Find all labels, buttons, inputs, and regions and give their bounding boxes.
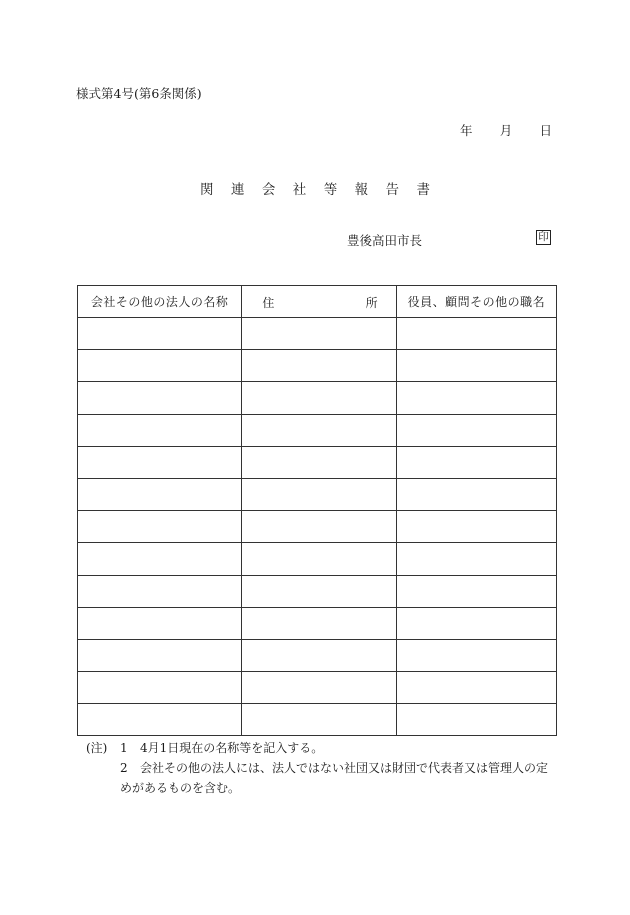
table-row (78, 446, 557, 478)
seal-mark: 印 (536, 230, 551, 245)
form-number: 様式第4号(第6条関係) (76, 86, 202, 101)
position-cell[interactable] (396, 575, 556, 607)
company-name-cell[interactable] (78, 414, 242, 446)
notes (86, 738, 550, 798)
company-name-cell[interactable] (78, 639, 242, 671)
note-text: 4月1日現在の名称等を記入する。 (140, 741, 324, 755)
table-row (78, 414, 557, 446)
table-row (78, 511, 557, 543)
address-cell[interactable] (242, 414, 396, 446)
position-cell[interactable] (396, 382, 556, 414)
year-label: 年 (460, 123, 473, 138)
address-cell[interactable] (242, 382, 396, 414)
note-continuation (86, 778, 550, 798)
address-cell[interactable] (242, 607, 396, 639)
table-row (78, 607, 557, 639)
title-char: 会 (261, 182, 276, 198)
address-cell[interactable] (242, 639, 396, 671)
note-number: 1 (120, 741, 128, 755)
title-char: 連 (230, 182, 245, 198)
position-cell[interactable] (396, 543, 556, 575)
table-header-row (78, 286, 557, 318)
position-cell[interactable] (396, 414, 556, 446)
title-char: 告 (385, 182, 400, 198)
note-text-continued: めがあるものを含む。 (120, 781, 241, 795)
position-cell[interactable] (396, 478, 556, 510)
table-row (78, 318, 557, 350)
position-cell[interactable] (396, 704, 556, 736)
address-cell[interactable] (242, 318, 396, 350)
position-cell[interactable] (396, 446, 556, 478)
company-name-cell[interactable] (78, 607, 242, 639)
header-address-left: 住 (262, 296, 275, 310)
address-cell[interactable] (242, 704, 396, 736)
company-list-table (77, 285, 557, 736)
header-address (242, 286, 396, 318)
address-cell[interactable] (242, 672, 396, 704)
company-name-cell[interactable] (78, 318, 242, 350)
addressee: 豊後高田市長 (347, 233, 423, 248)
company-name-cell[interactable] (78, 350, 242, 382)
company-name-cell[interactable] (78, 446, 242, 478)
address-cell[interactable] (242, 511, 396, 543)
address-cell[interactable] (242, 543, 396, 575)
position-cell[interactable] (396, 607, 556, 639)
title-char: 等 (323, 182, 338, 198)
header-address-right: 所 (365, 296, 378, 310)
title-char: 書 (416, 182, 430, 198)
company-name-cell[interactable] (78, 543, 242, 575)
company-name-cell[interactable] (78, 672, 242, 704)
address-cell[interactable] (242, 575, 396, 607)
month-label: 月 (499, 123, 513, 138)
company-name-cell[interactable] (78, 704, 242, 736)
table-row (78, 575, 557, 607)
note-item (86, 738, 550, 758)
table-row (78, 350, 557, 382)
table-row (78, 382, 557, 414)
position-cell[interactable] (396, 350, 556, 382)
table-row (78, 543, 557, 575)
date-line (460, 121, 552, 139)
note-number: 2 (120, 761, 128, 775)
notes-label: (注) (86, 741, 108, 755)
company-name-cell[interactable] (78, 511, 242, 543)
note-text: 会社その他の法人には、法人ではない社団又は財団で代表者又は管理人の定 (140, 761, 549, 775)
position-cell[interactable] (396, 672, 556, 704)
company-name-cell[interactable] (78, 382, 242, 414)
position-cell[interactable] (396, 511, 556, 543)
title-char: 社 (292, 182, 307, 198)
position-cell[interactable] (396, 318, 556, 350)
table-row (78, 639, 557, 671)
position-cell[interactable] (396, 639, 556, 671)
day-label: 日 (539, 123, 552, 138)
table-row (78, 478, 557, 510)
table-row (78, 704, 557, 736)
note-item (86, 758, 550, 778)
title-char: 報 (354, 182, 369, 198)
address-cell[interactable] (242, 478, 396, 510)
title-char: 関 (200, 182, 214, 198)
company-name-cell[interactable] (78, 575, 242, 607)
table-row (78, 672, 557, 704)
header-position: 役員、顧問その他の職名 (396, 286, 556, 318)
document-title (200, 178, 430, 198)
address-cell[interactable] (242, 350, 396, 382)
header-company-name: 会社その他の法人の名称 (78, 286, 242, 318)
company-name-cell[interactable] (78, 478, 242, 510)
address-cell[interactable] (242, 446, 396, 478)
